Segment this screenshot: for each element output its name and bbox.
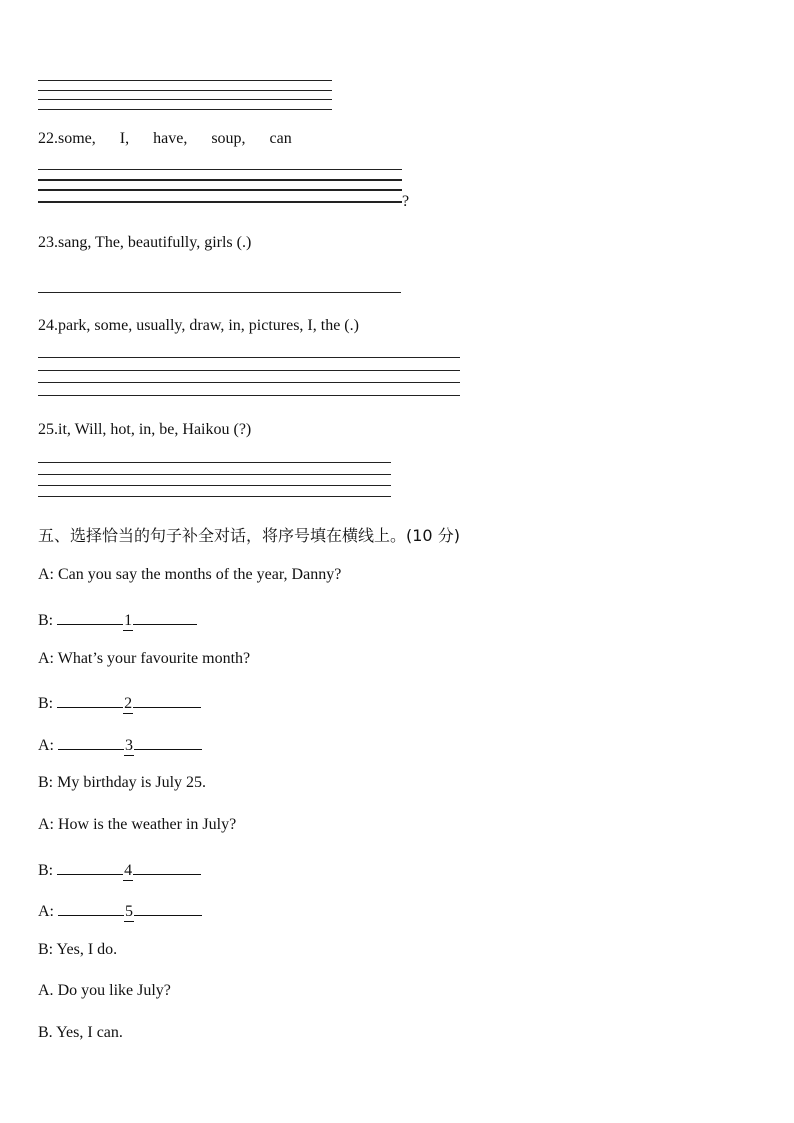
answer-line-q23 (38, 292, 401, 293)
question-24 (38, 317, 359, 335)
word-token: soup, (211, 130, 246, 147)
dialogue-line (38, 858, 201, 881)
answer-line (38, 395, 460, 396)
question-22 (38, 130, 292, 148)
speaker-label: B: (38, 774, 54, 791)
question-number: 25. (38, 421, 58, 438)
answer-line (38, 179, 402, 181)
word-token: can (269, 130, 292, 147)
blank-number: 3 (125, 737, 133, 754)
answer-line (38, 201, 402, 203)
question-number: 22. (38, 130, 58, 147)
blank-number: 1 (124, 612, 133, 629)
speaker-label: A: (38, 737, 54, 754)
answer-blank[interactable] (57, 858, 123, 875)
answer-line (38, 474, 391, 475)
word-token: some, (58, 130, 96, 147)
option-label: A. (38, 982, 54, 999)
answer-blank[interactable] (58, 899, 124, 916)
word-token: I, (119, 130, 130, 147)
word-token: have, (153, 130, 188, 147)
answer-line (38, 109, 332, 110)
answer-blank[interactable] (133, 858, 201, 875)
dialogue-line (38, 566, 341, 584)
dialogue-text: Yes, I do. (56, 941, 118, 958)
dialogue-line (38, 941, 117, 959)
answer-line (38, 189, 402, 191)
answer-line (38, 485, 391, 486)
dialogue-text: How is the weather in July? (58, 816, 237, 833)
answer-blank[interactable] (133, 608, 197, 625)
question-words: sang, The, beautifully, girls (.) (58, 234, 252, 251)
answer-blank[interactable] (134, 733, 202, 750)
dialogue-line (38, 733, 202, 756)
speaker-label: B: (38, 695, 54, 712)
speaker-label: B: (38, 941, 54, 958)
question-number: 24. (38, 317, 58, 334)
speaker-label: A: (38, 903, 54, 920)
answer-line (38, 496, 391, 497)
dialogue-line (38, 608, 197, 631)
dialogue-line (38, 774, 206, 792)
question-words: it, Will, hot, in, be, Haikou (?) (58, 421, 252, 438)
dialogue-text: My birthday is July 25. (57, 774, 207, 791)
speaker-label: A: (38, 650, 54, 667)
option-a (38, 982, 171, 1000)
answer-line (38, 357, 460, 358)
blank-number: 5 (125, 903, 133, 920)
answer-line (38, 90, 332, 91)
answer-line (38, 382, 460, 383)
answer-line (38, 370, 460, 371)
dialogue-text: Can you say the months of the year, Danny? (58, 566, 342, 583)
question-words: park, some, usually, draw, in, pictures, I, the (.) (58, 317, 359, 334)
blank-number: 4 (124, 862, 133, 879)
answer-blank[interactable] (134, 899, 202, 916)
dialogue-text: What’s your favourite month? (57, 650, 251, 667)
answer-line (38, 169, 402, 170)
option-text: Do you like July? (57, 982, 171, 999)
option-label: B. (38, 1024, 53, 1041)
speaker-label: A: (38, 816, 54, 833)
option-b (38, 1024, 123, 1042)
question-end-mark: ? (402, 193, 410, 210)
question-25 (38, 421, 251, 439)
question-23 (38, 234, 251, 252)
speaker-label: A: (38, 566, 54, 583)
speaker-label: B: (38, 612, 54, 629)
answer-line (38, 80, 332, 81)
speaker-label: B: (38, 862, 54, 879)
answer-blank[interactable] (133, 691, 201, 708)
dialogue-line (38, 816, 236, 834)
option-text: Yes, I can. (56, 1024, 123, 1041)
answer-blank[interactable] (57, 691, 123, 708)
answer-blank[interactable] (58, 733, 124, 750)
question-number: 23. (38, 234, 58, 251)
dialogue-line (38, 650, 250, 668)
blank-number: 2 (124, 695, 133, 712)
dialogue-line (38, 899, 202, 922)
answer-line (38, 99, 332, 100)
section-heading: 五、选择恰当的句子补全对话，将序号填在横线上。(10 分) (38, 526, 460, 545)
dialogue-line (38, 691, 201, 714)
answer-line (38, 462, 391, 463)
answer-blank[interactable] (57, 608, 123, 625)
